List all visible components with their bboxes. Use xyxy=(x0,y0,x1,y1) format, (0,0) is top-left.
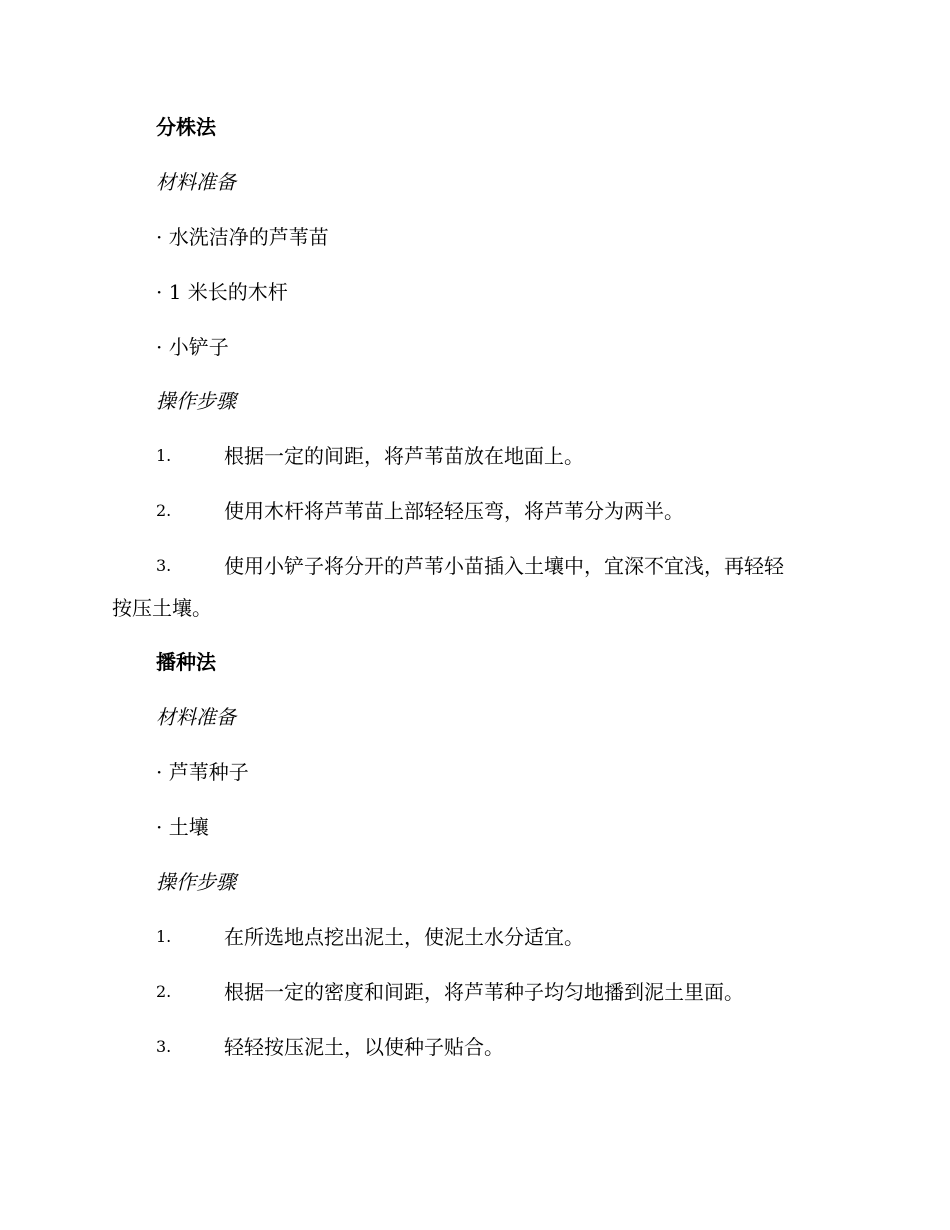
list-item xyxy=(156,223,329,251)
section-title: 播种法 xyxy=(156,650,216,674)
list-item-text: 芦苇种子 xyxy=(168,760,249,784)
step-text: 使用木杆将芦苇苗上部轻轻压弯，将芦苇分为两半。 xyxy=(224,499,684,523)
step-text: 使用小铲子将分开的芦苇小苗插入土壤中，宜深不宜浅，再轻轻 xyxy=(224,554,784,578)
list-item xyxy=(156,333,229,361)
step-number: 3. xyxy=(156,556,172,575)
step-text: 根据一定的间距，将芦苇苗放在地面上。 xyxy=(224,444,584,468)
bullet-mark: · xyxy=(156,335,163,359)
bullet-mark: · xyxy=(156,815,163,839)
bullet-mark: · xyxy=(156,225,163,249)
step-text-continued: 按压土壤。 xyxy=(112,596,212,620)
list-item-text: 水洗洁净的芦苇苗 xyxy=(168,225,329,249)
list-item-text: 1 米长的木杆 xyxy=(168,280,288,304)
list-item-text: 小铲子 xyxy=(168,335,229,359)
step-number: 3. xyxy=(156,1037,172,1056)
list-item xyxy=(156,813,209,841)
section-title: 分株法 xyxy=(156,115,216,139)
step-number: 1. xyxy=(156,927,172,946)
materials-heading: 材料准备 xyxy=(156,705,236,729)
step-number: 2. xyxy=(156,501,172,520)
materials-heading: 材料准备 xyxy=(156,170,236,194)
step-number: 1. xyxy=(156,446,172,465)
bullet-mark: · xyxy=(156,760,163,784)
list-item xyxy=(156,758,249,786)
bullet-mark: · xyxy=(156,280,163,304)
step-text: 根据一定的密度和间距，将芦苇种子均匀地播到泥土里面。 xyxy=(224,980,744,1004)
step-text: 轻轻按压泥土，以使种子贴合。 xyxy=(224,1035,504,1059)
step-text: 在所选地点挖出泥土，使泥土水分适宜。 xyxy=(224,925,584,949)
list-item xyxy=(156,278,288,306)
steps-heading: 操作步骤 xyxy=(156,389,236,413)
step-number: 2. xyxy=(156,982,172,1001)
list-item-text: 土壤 xyxy=(168,815,209,839)
steps-heading: 操作步骤 xyxy=(156,870,236,894)
